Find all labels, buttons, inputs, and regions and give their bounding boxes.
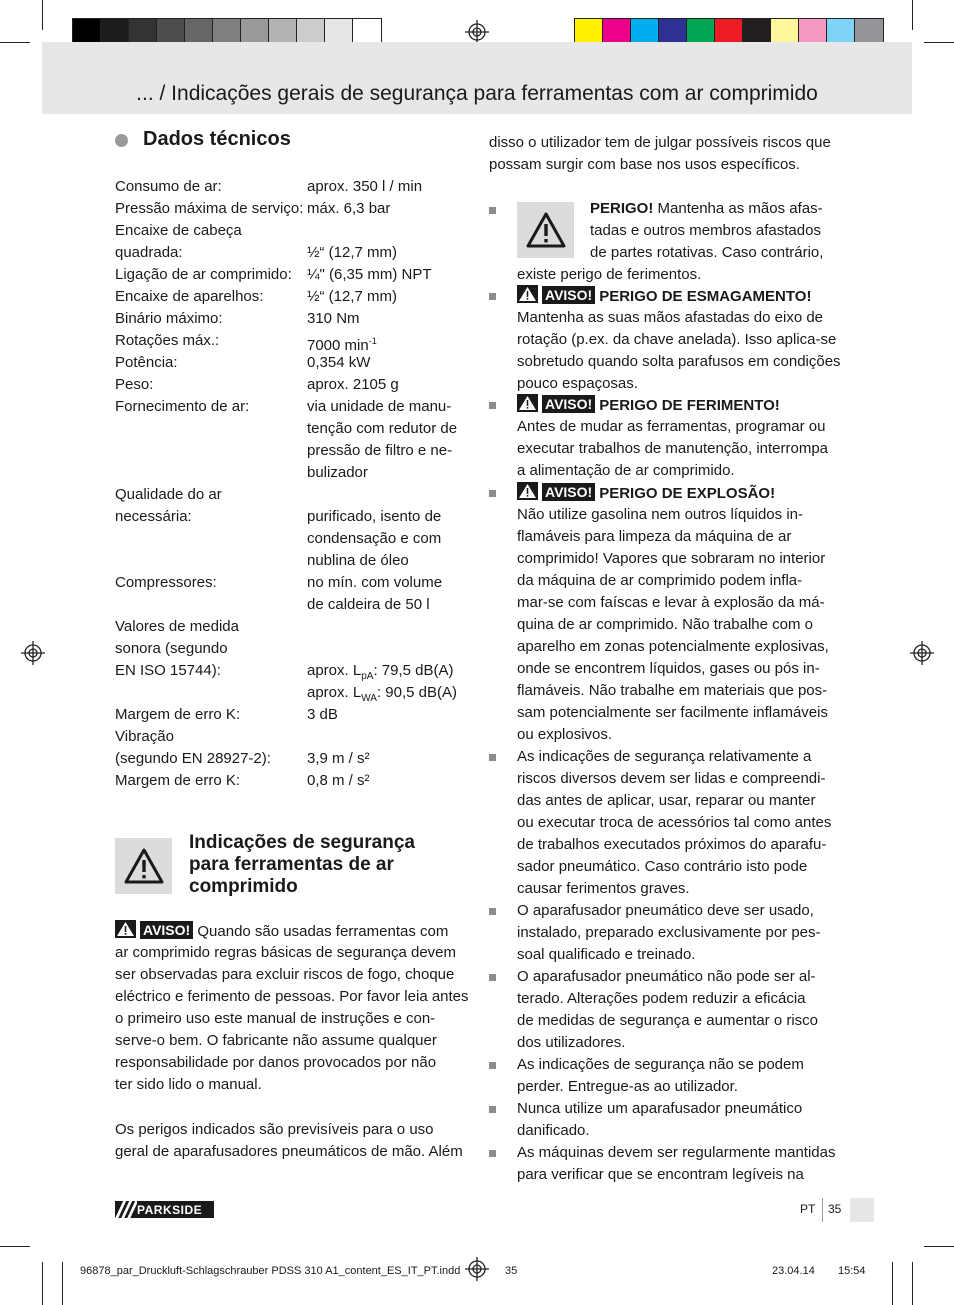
spec-label: Binário máximo:	[115, 310, 223, 327]
bullet-text-line: perder. Entregue-as ao utilizador.	[517, 1078, 738, 1095]
spec-label: Encaixe de cabeça	[115, 222, 242, 239]
hazard-text-line: mar-se com faíscas e levar à explosão da má-	[517, 594, 825, 611]
bullet-text-line: O aparafusador pneumático não pode ser al-	[517, 968, 816, 985]
bullet-square	[489, 402, 496, 409]
bullet-square	[489, 293, 496, 300]
hazard-heading: PERIGO DE EXPLOSÃO!	[599, 485, 776, 502]
perigo-label: PERIGO!	[590, 200, 654, 217]
spec-label: Rotações máx.:	[115, 332, 220, 349]
crop-mark	[912, 1262, 913, 1305]
crop-mark	[0, 1246, 30, 1247]
spec-value: 7000 $\min^{-1}$	[307, 336, 377, 354]
logo-stripes-icon	[115, 1201, 137, 1218]
bullet-text-line: Nunca utilize um aparafusador pneumático	[517, 1100, 803, 1117]
hazard-line: Os perigos indicados são previsíveis para o uso	[115, 1121, 434, 1138]
hazard-heading: PERIGO DE FERIMENTO!	[599, 397, 780, 414]
continuation-line: disso o utilizador tem de julgar possíveis riscos que	[489, 134, 831, 151]
spec-label: sonora (segundo	[115, 640, 228, 657]
registration-mark-icon	[465, 20, 489, 44]
spec-value: purificado, isento de	[307, 508, 442, 525]
aviso-badge: AVISO!	[542, 286, 595, 304]
intro-line: eléctrico e ferimento de pessoas. Por favor leia antes	[115, 988, 469, 1005]
warning-triangle-icon	[124, 848, 164, 884]
crop-mark	[924, 1246, 954, 1247]
bullet-square	[489, 974, 496, 981]
bullet-text-line: ou executar troca de acessórios tal como antes	[517, 814, 832, 831]
spec-label: Encaixe de aparelhos:	[115, 288, 264, 305]
crop-mark	[42, 0, 43, 30]
spec-value: máx. 6,3 bar	[307, 200, 391, 217]
spec-value: 0,8 m / s²	[307, 772, 370, 789]
spec-value: tenção com redutor de	[307, 420, 458, 437]
bullet-text-line: O aparafusador pneumático deve ser usado,	[517, 902, 814, 919]
bullet-text-line: riscos diversos devem ser lidas e compreendi-	[517, 770, 826, 787]
spec-label: quadrada:	[115, 244, 183, 261]
parkside-logo	[115, 1201, 214, 1218]
bullet-text-line: instalado, preparado exclusivamente por pes-	[517, 924, 821, 941]
crop-mark	[0, 42, 30, 43]
spec-label: (segundo EN 28927-2):	[115, 750, 271, 767]
intro-line: ser observadas para excluir riscos de fogo, choque	[115, 966, 455, 983]
spec-label: Compressores:	[115, 574, 217, 591]
file-name: 96878_par_Druckluft-Schlagschrauber PDSS 310 A1_content_ES_IT_PT.indd	[80, 1265, 461, 1277]
bullet-text-line: das antes de aplicar, usar, reparar ou manter	[517, 792, 816, 809]
intro-line: serve-o bem. O fabricante não assume qualquer	[115, 1032, 437, 1049]
spec-label: Margem de erro K:	[115, 772, 241, 789]
crop-mark	[892, 1262, 893, 1305]
spec-label: Peso:	[115, 376, 154, 393]
spec-label: Margem de erro K:	[115, 706, 241, 723]
section-bullet-icon	[115, 134, 128, 147]
bullet-text-line: de trabalhos executados próximos do aparafu-	[517, 836, 827, 853]
crop-mark	[912, 0, 913, 30]
spec-value: ¼" (6,35 mm) NPT	[307, 266, 432, 283]
bullet-text-line: soal qualificado e treinado.	[517, 946, 696, 963]
spec-value: bulizador	[307, 464, 368, 481]
spec-label: Ligação de ar comprimido:	[115, 266, 292, 283]
spec-label: Fornecimento de ar:	[115, 398, 250, 415]
spec-label: Qualidade do ar	[115, 486, 222, 503]
perigo-warning-box	[517, 202, 574, 258]
spec-value: ½“ (12,7 mm)	[307, 288, 398, 305]
spec-value: pressão de filtro e ne-	[307, 442, 453, 459]
hazard-text-line: flamáveis. Não trabalhe em materiais que pos-	[517, 682, 828, 699]
hazard-text-line: comprimido! Vapores que sobraram no interior	[517, 550, 826, 567]
registration-mark-icon	[21, 641, 45, 665]
intro-line: ter sido lido o manual.	[115, 1076, 262, 1093]
registration-mark-icon	[910, 641, 934, 665]
warning-triangle-icon	[526, 212, 566, 248]
spec-value: de caldeira de 50 l	[307, 596, 430, 613]
spec-value: aprox. $L_{WA}$: 90,5 dB(A)	[307, 684, 457, 704]
bullet-text-line: danificado.	[517, 1122, 590, 1139]
spec-value: aprox. 350 l / min	[307, 178, 423, 195]
bullet-square	[489, 1106, 496, 1113]
tech-data-title: Dados técnicos	[143, 128, 291, 150]
bullet-text-line: As indicações de segurança não se podem	[517, 1056, 804, 1073]
spec-value: aprox. $L_{pA}$: 79,5 dB(A)	[307, 662, 454, 682]
intro-line: responsabilidade por danos provocados por não	[115, 1054, 437, 1071]
bullet-text-line: para verificar que se encontram legíveis na	[517, 1166, 804, 1183]
perigo-line: existe perigo de ferimentos.	[517, 266, 702, 283]
brand-name: PARKSIDE	[137, 1202, 203, 1217]
footer-language: PT	[800, 1202, 816, 1216]
hazard-text-line: ou explosivos.	[517, 726, 613, 743]
hazard-text-line: flamáveis para limpeza da máquina de ar	[517, 528, 792, 545]
spec-value: 3 dB	[307, 706, 338, 723]
spec-value: 310 Nm	[307, 310, 360, 327]
file-page: 35	[505, 1265, 518, 1277]
hazard-text-line: aparelho em zonas potencialmente explosivas,	[517, 638, 829, 655]
perigo-line: de partes rotativas. Caso contrário,	[590, 244, 824, 261]
spec-label: Vibração	[115, 728, 174, 745]
hazard-text-line: onde se encontrem líquidos, gases ou pós in-	[517, 660, 820, 677]
hazard-text-line: pouco espaçosas.	[517, 375, 638, 392]
bullet-text-line: dos utilizadores.	[517, 1034, 626, 1051]
spec-label: Valores de medida	[115, 618, 239, 635]
crop-mark	[924, 42, 954, 43]
bullet-text-line: de medidas de segurança e aumentar o risco	[517, 1012, 819, 1029]
spec-value: no mín. com volume	[307, 574, 443, 591]
page-number: 35	[828, 1202, 842, 1216]
spec-label: Consumo de ar:	[115, 178, 222, 195]
footer-tab	[850, 1198, 874, 1222]
hazard-text-line: sobretudo quando solta parafusos em condições	[517, 353, 841, 370]
aviso-intro-line: AVISO! Quando são usadas ferramentas com	[115, 920, 448, 945]
spec-value: 3,9 m / s²	[307, 750, 370, 767]
hazard-text-line: Mantenha as suas mãos afastadas do eixo de	[517, 309, 824, 326]
hazard-text-line: Não utilize gasolina nem outros líquidos in-	[517, 506, 803, 523]
spec-value: nublina de óleo	[307, 552, 409, 569]
bullet-square	[489, 207, 496, 214]
hazard-text-line: Antes de mudar as ferramentas, programar ou	[517, 418, 826, 435]
warning-box	[115, 838, 172, 894]
hazard-text-line: quina de ar comprimido. Não trabalhe com o	[517, 616, 813, 633]
continuation-line: possam surgir com base nos usos específicos.	[489, 156, 800, 173]
registration-mark-icon	[465, 1257, 489, 1281]
bullet-square	[489, 1150, 496, 1157]
spec-value: 0,354 kW	[307, 354, 371, 371]
bullet-square	[489, 754, 496, 761]
spec-value: aprox. 2105 g	[307, 376, 399, 393]
bullet-square	[489, 908, 496, 915]
hazard-line: geral de aparafusadores pneumáticos de mão. Além	[115, 1143, 463, 1160]
hazard-text-line: executar trabalhos de manutenção, interrompa	[517, 440, 829, 457]
spec-value: ½“ (12,7 mm)	[307, 244, 398, 261]
bullet-text-line: As máquinas devem ser regularmente mantidas	[517, 1144, 836, 1161]
aviso-badge: AVISO!	[140, 921, 193, 939]
bullet-text-line: causar ferimentos graves.	[517, 880, 690, 897]
page-title: ... / Indicações gerais de segurança para ferramentas com ar comprimido	[136, 82, 818, 105]
bullet-text-line: As indicações de segurança relativamente a	[517, 748, 812, 765]
spec-value: via unidade de manu-	[307, 398, 452, 415]
safety-section-title: Indicações de segurança para ferramentas de ar comprimido	[189, 832, 415, 897]
hazard-heading: PERIGO DE ESMAGAMENTO!	[599, 288, 812, 305]
crop-mark	[62, 1262, 63, 1305]
hazard-text-line: sam potencialmente ser facilmente inflamáveis	[517, 704, 828, 721]
perigo-line: tadas e outros membros afastados	[590, 222, 821, 239]
file-date: 23.04.14	[772, 1265, 815, 1277]
footer-divider	[822, 1198, 823, 1222]
bullet-text-line: terado. Alterações podem reduzir a eficácia	[517, 990, 806, 1007]
spec-label: necessária:	[115, 508, 192, 525]
crop-mark	[42, 1262, 43, 1305]
header-band	[42, 42, 912, 114]
aviso-badge: AVISO!	[542, 395, 595, 413]
intro-line: o primeiro uso este manual de instruções e con-	[115, 1010, 436, 1027]
hazard-text-line: da máquina de ar comprimido podem infla-	[517, 572, 803, 589]
intro-line: ar comprimido regras básicas de segurança devem	[115, 944, 456, 961]
spec-label: EN ISO 15744):	[115, 662, 221, 679]
aviso-badge: AVISO!	[542, 483, 595, 501]
spec-value: condensação e com	[307, 530, 442, 547]
bullet-square	[489, 1062, 496, 1069]
bullet-text-line: sador pneumático. Caso contrário isto pode	[517, 858, 808, 875]
hazard-text-line: rotação (p.ex. da chave anelada). Isso aplica-se	[517, 331, 837, 348]
spec-label: Potência:	[115, 354, 178, 371]
bullet-square	[489, 490, 496, 497]
spec-label: Pressão máxima de serviço:	[115, 200, 304, 217]
hazard-text-line: a alimentação de ar comprimido.	[517, 462, 735, 479]
file-time: 15:54	[838, 1265, 866, 1277]
perigo-line: PERIGO! Mantenha as mãos afas-	[590, 200, 823, 217]
